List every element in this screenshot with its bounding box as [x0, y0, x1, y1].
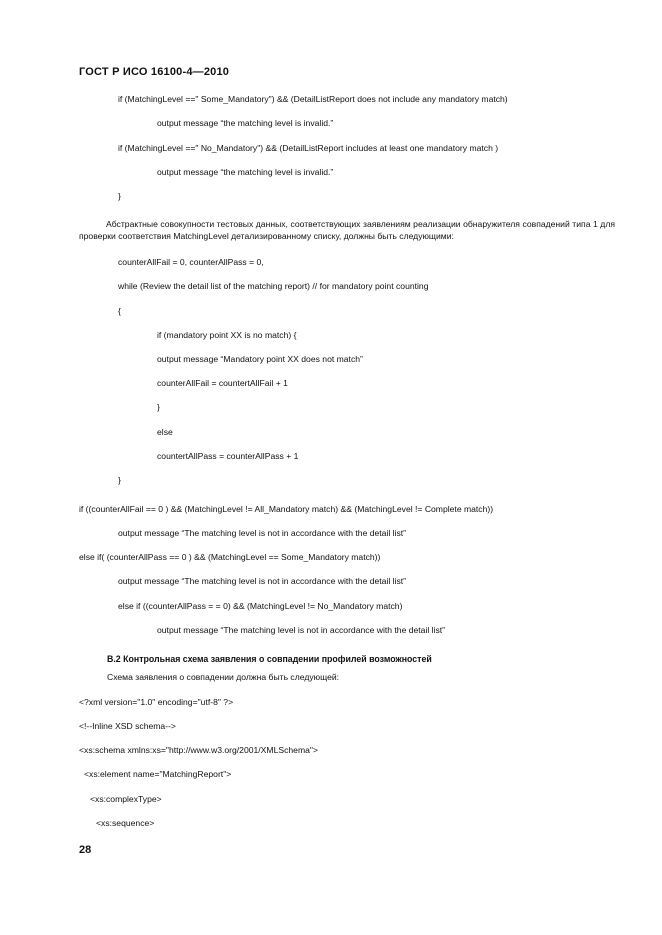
- code-line: else if( (counterAllPass == 0 ) && (MatchingLevel == Some_Mandatory match)): [79, 552, 381, 562]
- code-line: else: [157, 427, 173, 437]
- section-text: Схема заявления о совпадении должна быть следующей:: [107, 672, 340, 682]
- body-paragraph: Абстрактные совокупности тестовых данных, соответствующих заявлениям реализации обнаружителя совпадений типа 1 для проверки соответствия MatchingLevel детализированному списку, должны быть следующими:: [79, 219, 615, 241]
- page-number: 28: [79, 844, 92, 856]
- code-line: if (MatchingLevel ==" Some_Mandatory") && (DetailListReport does not include any mandatory match): [118, 94, 508, 104]
- code-line: output message “The matching level is not in accordance with the detail list”: [118, 528, 407, 538]
- xml-line: <xs:sequence>: [96, 818, 155, 828]
- code-line: output message “Mandatory point XX does not match”: [157, 354, 363, 364]
- xml-line: <?xml version="1.0" encoding="utf-8" ?>: [79, 697, 234, 707]
- code-line: output message “The matching level is not in accordance with the detail list”: [157, 625, 446, 635]
- xml-line: <xs:element name="MatchingReport">: [84, 769, 232, 779]
- code-line: }: [157, 402, 160, 412]
- code-line: output message “The matching level is not in accordance with the detail list”: [118, 576, 407, 586]
- code-line: if ((counterAllFail == 0 ) && (MatchingLevel != All_Mandatory match) && (MatchingLevel != Complete match)): [79, 504, 494, 514]
- code-line: if (mandatory point XX is no match) {: [157, 330, 297, 340]
- xml-line: <xs:complexType>: [90, 794, 162, 804]
- code-line: while (Review the detail list of the matching report) // for mandatory point counting: [118, 281, 429, 291]
- code-line: if (MatchingLevel ==" No_Mandatory") && (DetailListReport includes at least one mandatory match ): [118, 143, 499, 153]
- code-line: }: [118, 475, 121, 485]
- section-heading: B.2 Контрольная схема заявления о совпадении профилей возможностей: [107, 654, 432, 664]
- code-line: else if ((counterAllPass = = 0) && (MatchingLevel != No_Mandatory match): [118, 601, 403, 611]
- document-header: ГОСТ Р ИСО 16100-4—2010: [79, 66, 230, 78]
- code-line: {: [118, 306, 121, 316]
- xml-line: <!--Inline XSD schema-->: [79, 721, 176, 731]
- code-line: output message “the matching level is invalid.”: [157, 167, 334, 177]
- code-line: counterAllFail = 0, counterAllPass = 0,: [118, 257, 264, 267]
- code-line: counterAllFail = countertAllFail + 1: [157, 378, 288, 388]
- code-line: countertAllPass = counterAllPass + 1: [157, 451, 299, 461]
- xml-line: <xs:schema xmlns:xs="http://www.w3.org/2001/XMLSchema">: [79, 745, 318, 755]
- code-line: }: [118, 191, 121, 201]
- code-line: output message “the matching level is invalid.”: [157, 118, 334, 128]
